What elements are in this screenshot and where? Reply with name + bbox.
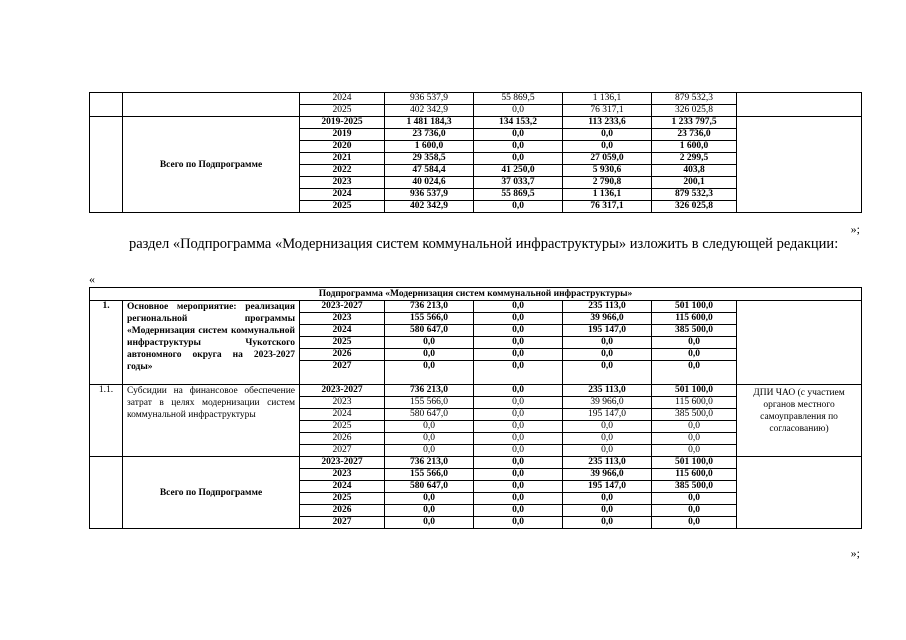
value-cell: 1 481 184,3 bbox=[385, 117, 474, 129]
value-cell: 29 358,5 bbox=[385, 153, 474, 165]
value-cell: 0,0 bbox=[652, 493, 737, 505]
value-cell: 235 113,0 bbox=[563, 385, 652, 397]
desc-cell: Субсидии на финансовое обеспечение затрат в целях модернизации систем коммунальной инфраструктуры bbox=[123, 385, 300, 457]
value-cell: 55 869,5 bbox=[474, 189, 563, 201]
num-cell bbox=[90, 457, 123, 529]
value-cell: 0,0 bbox=[474, 129, 563, 141]
year-cell: 2021 bbox=[300, 153, 385, 165]
year-cell: 2027 bbox=[300, 445, 385, 457]
value-cell: 113 233,6 bbox=[563, 117, 652, 129]
value-cell: 385 500,0 bbox=[652, 481, 737, 493]
value-cell: 0,0 bbox=[474, 313, 563, 325]
value-cell: 0,0 bbox=[563, 141, 652, 153]
executor-cell bbox=[737, 117, 862, 213]
value-cell: 501 100,0 bbox=[652, 301, 737, 313]
value-cell: 23 736,0 bbox=[385, 129, 474, 141]
closing-quote: »; bbox=[850, 222, 860, 236]
closing-quote: »; bbox=[850, 546, 860, 560]
value-cell: 0,0 bbox=[652, 505, 737, 517]
value-cell: 0,0 bbox=[385, 493, 474, 505]
value-cell: 155 566,0 bbox=[385, 469, 474, 481]
value-cell: 0,0 bbox=[652, 517, 737, 529]
year-cell: 2024 bbox=[300, 481, 385, 493]
value-cell: 0,0 bbox=[563, 337, 652, 349]
desc-cell: Основное мероприятие: реализация региональной программы «Модернизация систем коммунальной инфраструктуры Чукотского автономного округа на 2023-2027 годы» bbox=[123, 301, 300, 385]
value-cell: 736 213,0 bbox=[385, 301, 474, 313]
num-cell bbox=[90, 117, 123, 213]
year-cell: 2023 bbox=[300, 177, 385, 189]
value-cell: 76 317,1 bbox=[563, 201, 652, 213]
value-cell: 41 250,0 bbox=[474, 165, 563, 177]
value-cell: 40 024,6 bbox=[385, 177, 474, 189]
year-cell: 2020 bbox=[300, 141, 385, 153]
value-cell: 1 600,0 bbox=[652, 141, 737, 153]
value-cell: 0,0 bbox=[385, 517, 474, 529]
value-cell: 0,0 bbox=[563, 433, 652, 445]
value-cell: 402 342,9 bbox=[385, 105, 474, 117]
value-cell: 0,0 bbox=[385, 337, 474, 349]
value-cell: 0,0 bbox=[474, 201, 563, 213]
value-cell: 55 869,5 bbox=[474, 93, 563, 105]
value-cell: 936 537,9 bbox=[385, 93, 474, 105]
opening-quote: « bbox=[89, 272, 95, 286]
value-cell: 0,0 bbox=[385, 445, 474, 457]
desc-cell bbox=[123, 93, 300, 117]
value-cell: 0,0 bbox=[652, 337, 737, 349]
value-cell: 1 136,1 bbox=[563, 189, 652, 201]
value-cell: 2 790,8 bbox=[563, 177, 652, 189]
year-cell: 2025 bbox=[300, 201, 385, 213]
value-cell: 0,0 bbox=[474, 409, 563, 421]
value-cell: 0,0 bbox=[474, 325, 563, 337]
value-cell: 0,0 bbox=[474, 469, 563, 481]
value-cell: 403,8 bbox=[652, 165, 737, 177]
value-cell: 326 025,8 bbox=[652, 105, 737, 117]
total-label: Всего по Подпрограмме bbox=[123, 457, 300, 529]
value-cell: 27 059,0 bbox=[563, 153, 652, 165]
value-cell: 115 600,0 bbox=[652, 469, 737, 481]
value-cell: 0,0 bbox=[385, 361, 474, 385]
value-cell: 5 930,6 bbox=[563, 165, 652, 177]
year-cell: 2026 bbox=[300, 349, 385, 361]
value-cell: 385 500,0 bbox=[652, 409, 737, 421]
value-cell: 0,0 bbox=[652, 361, 737, 385]
value-cell: 0,0 bbox=[385, 349, 474, 361]
table-row bbox=[90, 117, 862, 129]
value-cell: 501 100,0 bbox=[652, 457, 737, 469]
value-cell: 37 033,7 bbox=[474, 177, 563, 189]
value-cell: 0,0 bbox=[474, 337, 563, 349]
year-cell: 2022 bbox=[300, 165, 385, 177]
table-row bbox=[90, 301, 862, 313]
year-cell: 2027 bbox=[300, 361, 385, 385]
value-cell: 0,0 bbox=[474, 481, 563, 493]
value-cell: 115 600,0 bbox=[652, 397, 737, 409]
value-cell: 501 100,0 bbox=[652, 385, 737, 397]
value-cell: 0,0 bbox=[563, 493, 652, 505]
value-cell: 23 736,0 bbox=[652, 129, 737, 141]
value-cell: 936 537,9 bbox=[385, 189, 474, 201]
value-cell: 0,0 bbox=[474, 153, 563, 165]
value-cell: 200,1 bbox=[652, 177, 737, 189]
value-cell: 879 532,3 bbox=[652, 93, 737, 105]
value-cell: 580 647,0 bbox=[385, 325, 474, 337]
table-row bbox=[90, 457, 862, 469]
value-cell: 0,0 bbox=[474, 141, 563, 153]
year-cell: 2024 bbox=[300, 325, 385, 337]
value-cell: 0,0 bbox=[563, 421, 652, 433]
value-cell: 0,0 bbox=[474, 433, 563, 445]
year-cell: 2023-2027 bbox=[300, 385, 385, 397]
table-row bbox=[90, 288, 862, 301]
value-cell: 235 113,0 bbox=[563, 457, 652, 469]
value-cell: 0,0 bbox=[563, 129, 652, 141]
value-cell: 0,0 bbox=[563, 349, 652, 361]
value-cell: 0,0 bbox=[474, 349, 563, 361]
value-cell: 0,0 bbox=[474, 493, 563, 505]
num-cell bbox=[90, 93, 123, 117]
amendment-paragraph: раздел «Подпрограмма «Модернизация систем коммунальной инфраструктуры» изложить в следующей редакции: bbox=[129, 236, 839, 252]
value-cell: 155 566,0 bbox=[385, 397, 474, 409]
year-cell: 2019 bbox=[300, 129, 385, 141]
year-cell: 2026 bbox=[300, 505, 385, 517]
value-cell: 134 153,2 bbox=[474, 117, 563, 129]
year-cell: 2025 bbox=[300, 421, 385, 433]
value-cell: 0,0 bbox=[563, 445, 652, 457]
value-cell: 879 532,3 bbox=[652, 189, 737, 201]
value-cell: 2 299,5 bbox=[652, 153, 737, 165]
total-label: Всего по Подпрограмме bbox=[123, 117, 300, 213]
value-cell: 0,0 bbox=[474, 397, 563, 409]
value-cell: 1 136,1 bbox=[563, 93, 652, 105]
value-cell: 39 966,0 bbox=[563, 469, 652, 481]
value-cell: 0,0 bbox=[385, 433, 474, 445]
budget-table-continuation bbox=[89, 92, 862, 213]
value-cell: 326 025,8 bbox=[652, 201, 737, 213]
year-cell: 2027 bbox=[300, 517, 385, 529]
executor-cell: ДПИ ЧАО (с участием органов местного самоуправления по согласованию) bbox=[737, 385, 862, 457]
value-cell: 0,0 bbox=[474, 385, 563, 397]
year-cell: 2019-2025 bbox=[300, 117, 385, 129]
value-cell: 0,0 bbox=[652, 445, 737, 457]
value-cell: 0,0 bbox=[474, 457, 563, 469]
value-cell: 0,0 bbox=[563, 361, 652, 385]
year-cell: 2023 bbox=[300, 313, 385, 325]
executor-cell bbox=[737, 93, 862, 117]
value-cell: 0,0 bbox=[474, 361, 563, 385]
value-cell: 0,0 bbox=[385, 505, 474, 517]
value-cell: 0,0 bbox=[563, 517, 652, 529]
year-cell: 2023-2027 bbox=[300, 457, 385, 469]
value-cell: 235 113,0 bbox=[563, 301, 652, 313]
value-cell: 115 600,0 bbox=[652, 313, 737, 325]
year-cell: 2025 bbox=[300, 337, 385, 349]
year-cell: 2024 bbox=[300, 189, 385, 201]
value-cell: 0,0 bbox=[474, 445, 563, 457]
value-cell: 1 233 797,5 bbox=[652, 117, 737, 129]
table-row bbox=[90, 93, 862, 105]
table-row bbox=[90, 385, 862, 397]
year-cell: 2024 bbox=[300, 409, 385, 421]
subprogram-title: Подпрограмма «Модернизация систем коммунальной инфраструктуры» bbox=[90, 288, 862, 301]
value-cell: 385 500,0 bbox=[652, 325, 737, 337]
value-cell: 76 317,1 bbox=[563, 105, 652, 117]
subprogram-table bbox=[89, 287, 862, 529]
value-cell: 580 647,0 bbox=[385, 409, 474, 421]
value-cell: 0,0 bbox=[652, 421, 737, 433]
value-cell: 39 966,0 bbox=[563, 397, 652, 409]
value-cell: 736 213,0 bbox=[385, 457, 474, 469]
value-cell: 0,0 bbox=[385, 421, 474, 433]
value-cell: 0,0 bbox=[474, 505, 563, 517]
year-cell: 2023 bbox=[300, 469, 385, 481]
value-cell: 39 966,0 bbox=[563, 313, 652, 325]
num-cell: 1.1. bbox=[90, 385, 123, 457]
value-cell: 195 147,0 bbox=[563, 481, 652, 493]
year-cell: 2026 bbox=[300, 433, 385, 445]
year-cell: 2023 bbox=[300, 397, 385, 409]
year-cell: 2025 bbox=[300, 493, 385, 505]
value-cell: 1 600,0 bbox=[385, 141, 474, 153]
value-cell: 0,0 bbox=[474, 105, 563, 117]
value-cell: 155 566,0 bbox=[385, 313, 474, 325]
value-cell: 0,0 bbox=[652, 433, 737, 445]
value-cell: 402 342,9 bbox=[385, 201, 474, 213]
num-cell: 1. bbox=[90, 301, 123, 385]
value-cell: 0,0 bbox=[563, 505, 652, 517]
value-cell: 0,0 bbox=[474, 421, 563, 433]
value-cell: 47 584,4 bbox=[385, 165, 474, 177]
value-cell: 195 147,0 bbox=[563, 325, 652, 337]
year-cell: 2024 bbox=[300, 93, 385, 105]
value-cell: 580 647,0 bbox=[385, 481, 474, 493]
value-cell: 0,0 bbox=[652, 349, 737, 361]
value-cell: 0,0 bbox=[474, 517, 563, 529]
value-cell: 736 213,0 bbox=[385, 385, 474, 397]
value-cell: 195 147,0 bbox=[563, 409, 652, 421]
value-cell: 0,0 bbox=[474, 301, 563, 313]
year-cell: 2025 bbox=[300, 105, 385, 117]
year-cell: 2023-2027 bbox=[300, 301, 385, 313]
executor-cell bbox=[737, 301, 862, 385]
executor-cell bbox=[737, 457, 862, 529]
